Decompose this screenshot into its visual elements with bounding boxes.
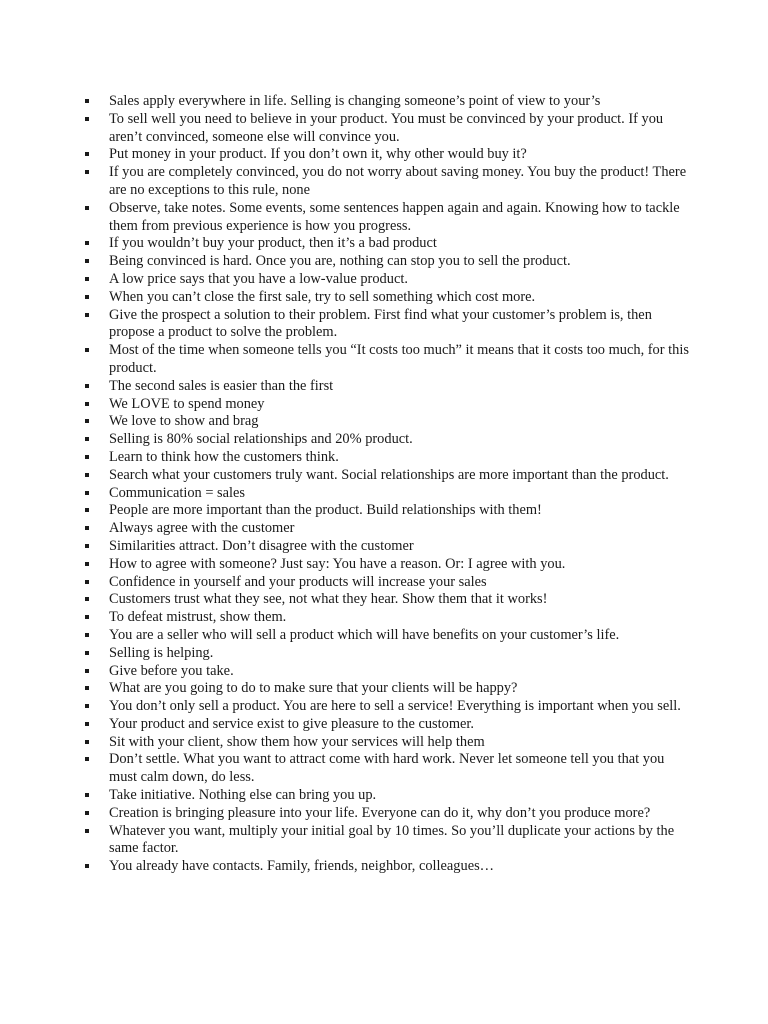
list-item bbox=[84, 307, 694, 343]
list-item bbox=[84, 609, 694, 627]
square-bullet-icon bbox=[85, 686, 89, 690]
square-bullet-icon bbox=[85, 526, 89, 530]
square-bullet-icon bbox=[85, 704, 89, 708]
list-item-text: Communication = sales bbox=[109, 484, 246, 501]
square-bullet-icon bbox=[85, 277, 89, 281]
list-item bbox=[84, 574, 694, 592]
square-bullet-icon bbox=[85, 669, 89, 673]
list-item-text: To sell well you need to believe in your product. You must be convinced by your product. If you aren’t convinced, someone else will convince you. bbox=[109, 110, 664, 145]
list-item bbox=[84, 502, 694, 520]
square-bullet-icon bbox=[85, 402, 89, 406]
list-item-text: Take initiative. Nothing else can bring you up. bbox=[109, 787, 377, 804]
list-item-text: You already have contacts. Family, friends, neighbor, colleagues… bbox=[109, 858, 495, 875]
square-bullet-icon bbox=[85, 455, 89, 459]
list-item bbox=[84, 413, 694, 431]
square-bullet-icon bbox=[85, 508, 89, 512]
list-item bbox=[84, 449, 694, 467]
list-item-text: Give the prospect a solution to their problem. First find what your customer’s problem is, then propose a product to solve the problem. bbox=[109, 306, 652, 341]
list-item-text: Put money in your product. If you don’t own it, why other would buy it? bbox=[109, 146, 527, 163]
list-item-text: Observe, take notes. Some events, some sentences happen again and again. Knowing how to tackle them from previous experience is how you progress. bbox=[109, 199, 680, 234]
list-item-text: We LOVE to spend money bbox=[109, 395, 265, 412]
list-item bbox=[84, 342, 694, 378]
list-item-text: People are more important than the product. Build relationships with them! bbox=[109, 502, 542, 519]
list-item bbox=[84, 146, 694, 164]
list-item bbox=[84, 805, 694, 823]
list-item bbox=[84, 520, 694, 538]
square-bullet-icon bbox=[85, 437, 89, 441]
list-item bbox=[84, 645, 694, 663]
list-item-text: How to agree with someone? Just say: You have a reason. Or: I agree with you. bbox=[109, 555, 566, 572]
list-item bbox=[84, 93, 694, 111]
list-item-text: Search what your customers truly want. Social relationships are more important than the product. bbox=[109, 466, 669, 483]
list-item-text: When you can’t close the first sale, try to sell something which cost more. bbox=[109, 288, 536, 305]
square-bullet-icon bbox=[85, 544, 89, 548]
square-bullet-icon bbox=[85, 206, 89, 210]
list-item-text: Give before you take. bbox=[109, 662, 234, 679]
list-item-text: What are you going to do to make sure that your clients will be happy? bbox=[109, 680, 518, 697]
square-bullet-icon bbox=[85, 313, 89, 317]
list-item-text: Learn to think how the customers think. bbox=[109, 448, 339, 465]
list-item bbox=[84, 235, 694, 253]
list-item bbox=[84, 591, 694, 609]
list-item-text: Being convinced is hard. Once you are, nothing can stop you to sell the product. bbox=[109, 253, 571, 270]
list-item bbox=[84, 663, 694, 681]
list-item-text: Don’t settle. What you want to attract come with hard work. Never let someone tell you that you must calm down, do less. bbox=[109, 751, 665, 786]
list-item-text: The second sales is easier than the first bbox=[109, 377, 334, 394]
square-bullet-icon bbox=[85, 829, 89, 833]
square-bullet-icon bbox=[85, 740, 89, 744]
list-item bbox=[84, 467, 694, 485]
list-item-text: You don’t only sell a product. You are here to sell a service! Everything is important when you sell. bbox=[109, 698, 681, 715]
square-bullet-icon bbox=[85, 597, 89, 601]
list-item bbox=[84, 396, 694, 414]
square-bullet-icon bbox=[85, 722, 89, 726]
square-bullet-icon bbox=[85, 864, 89, 868]
list-item bbox=[84, 751, 694, 787]
square-bullet-icon bbox=[85, 633, 89, 637]
list-item-text: Sales apply everywhere in life. Selling is changing someone’s point of view to your’s bbox=[109, 93, 601, 109]
list-item bbox=[84, 378, 694, 396]
list-item bbox=[84, 787, 694, 805]
square-bullet-icon bbox=[85, 757, 89, 761]
list-item bbox=[84, 253, 694, 271]
square-bullet-icon bbox=[85, 793, 89, 797]
square-bullet-icon bbox=[85, 811, 89, 815]
list-item-text: Customers trust what they see, not what they hear. Show them that it works! bbox=[109, 591, 548, 608]
list-item bbox=[84, 538, 694, 556]
square-bullet-icon bbox=[85, 259, 89, 263]
list-item-text: Whatever you want, multiply your initial goal by 10 times. So you’ll duplicate your actions by the same factor. bbox=[109, 822, 675, 857]
list-item-text: Always agree with the customer bbox=[109, 520, 295, 537]
square-bullet-icon bbox=[85, 99, 89, 103]
list-item bbox=[84, 823, 694, 859]
square-bullet-icon bbox=[85, 419, 89, 423]
square-bullet-icon bbox=[85, 473, 89, 477]
list-item bbox=[84, 485, 694, 503]
list-item-text: Selling is helping. bbox=[109, 644, 214, 661]
list-item bbox=[84, 680, 694, 698]
list-item bbox=[84, 271, 694, 289]
list-item-text: If you are completely convinced, you do not worry about saving money. You buy the product! There are no exceptions to this rule, none bbox=[109, 164, 687, 198]
list-item-text: If you wouldn’t buy your product, then it’s a bad product bbox=[109, 235, 437, 252]
square-bullet-icon bbox=[85, 651, 89, 655]
list-item-text: Sit with your client, show them how your services will help them bbox=[109, 733, 485, 750]
list-item bbox=[84, 734, 694, 752]
list-item-text: A low price says that you have a low-value product. bbox=[109, 270, 408, 287]
list-item-text: Your product and service exist to give pleasure to the customer. bbox=[109, 715, 475, 732]
list-item-text: You are a seller who will sell a product which will have benefits on your customer’s life. bbox=[109, 626, 620, 643]
list-item bbox=[84, 431, 694, 449]
square-bullet-icon bbox=[85, 491, 89, 495]
square-bullet-icon bbox=[85, 117, 89, 121]
list-item bbox=[84, 858, 694, 876]
square-bullet-icon bbox=[85, 384, 89, 388]
square-bullet-icon bbox=[85, 241, 89, 245]
square-bullet-icon bbox=[85, 152, 89, 156]
list-item bbox=[84, 200, 694, 236]
square-bullet-icon bbox=[85, 170, 89, 174]
square-bullet-icon bbox=[85, 348, 89, 352]
square-bullet-icon bbox=[85, 615, 89, 619]
list-item-text: We love to show and brag bbox=[109, 413, 259, 430]
bullet-list bbox=[84, 93, 694, 876]
list-item bbox=[84, 289, 694, 307]
list-item-text: To defeat mistrust, show them. bbox=[109, 609, 287, 626]
list-item bbox=[84, 627, 694, 645]
list-item bbox=[84, 698, 694, 716]
list-item-text: Similarities attract. Don’t disagree with the customer bbox=[109, 537, 414, 554]
square-bullet-icon bbox=[85, 295, 89, 299]
square-bullet-icon bbox=[85, 580, 89, 584]
list-item bbox=[84, 716, 694, 734]
list-item-text: Most of the time when someone tells you “It costs too much” it means that it costs too much, for this product. bbox=[109, 342, 689, 376]
list-item-text: Creation is bringing pleasure into your life. Everyone can do it, why don’t you produce more? bbox=[109, 804, 651, 821]
list-item bbox=[84, 111, 694, 147]
list-item-text: Selling is 80% social relationships and 20% product. bbox=[109, 431, 413, 448]
list-item bbox=[84, 556, 694, 574]
square-bullet-icon bbox=[85, 562, 89, 566]
list-item-text: Confidence in yourself and your products will increase your sales bbox=[109, 573, 487, 590]
list-item bbox=[84, 164, 694, 200]
